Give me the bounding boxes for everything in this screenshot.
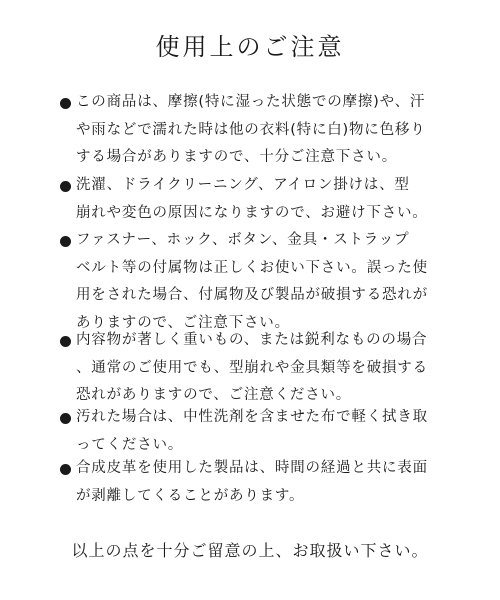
note-line: 内容物が著しく重いもの、または鋭利なものの場合 xyxy=(76,332,428,348)
note-line: この商品は、摩擦(特に湿った状態での摩擦)や、汗 xyxy=(76,94,426,110)
note-line: ありますので、ご注意下さい。 xyxy=(76,314,290,331)
note-item xyxy=(60,404,460,459)
bullet-icon xyxy=(60,413,71,424)
note-line: 、通常のご使用でも、型崩れや金具類等を破損する xyxy=(76,359,428,376)
note-line: 汚れた場合は、中性洗剤を含ませた布で軽く拭き取 xyxy=(76,409,428,425)
note-item xyxy=(60,227,460,337)
note-line: や雨などで濡れた時は他の衣料(特に白)物に色移り xyxy=(76,121,426,138)
note-item xyxy=(60,172,460,227)
note-line: 崩れや変色の原因になりますので、お避け下さい。 xyxy=(76,204,428,221)
note-line: する場合がありますので、十分ご注意下さい。 xyxy=(76,149,398,166)
closing-note: 以上の点を十分ご留意の上、お取扱い下さい。 xyxy=(71,541,429,560)
note-line: ってください。 xyxy=(76,436,184,453)
note-line: 洗濯、ドライクリーニング、アイロン掛けは、型 xyxy=(76,177,410,193)
bullet-icon xyxy=(60,236,71,247)
note-item xyxy=(60,89,460,172)
bullet-icon xyxy=(60,98,71,109)
note-line: ベルト等の付属物は正しくお使い下さい。誤った使 xyxy=(76,259,428,276)
page-title: 使用上のご注意 xyxy=(155,33,345,61)
note-line: 合成皮革を使用した製品は、時間の経過と共に表面 xyxy=(76,460,428,476)
note-line: 用をされた場合、付属物及び製品が破損する恐れが xyxy=(76,287,428,304)
bullet-icon xyxy=(60,336,71,347)
bullet-icon xyxy=(60,181,71,192)
note-line: ファスナー、ホック、ボタン、金具・ストラップ xyxy=(76,232,410,248)
note-item xyxy=(60,455,460,510)
note-line: 恐れがありますので、ご注意ください。 xyxy=(76,387,352,404)
bullet-icon xyxy=(60,464,71,475)
note-item xyxy=(60,327,460,410)
note-line: が剥離してくることがあります。 xyxy=(76,487,305,504)
